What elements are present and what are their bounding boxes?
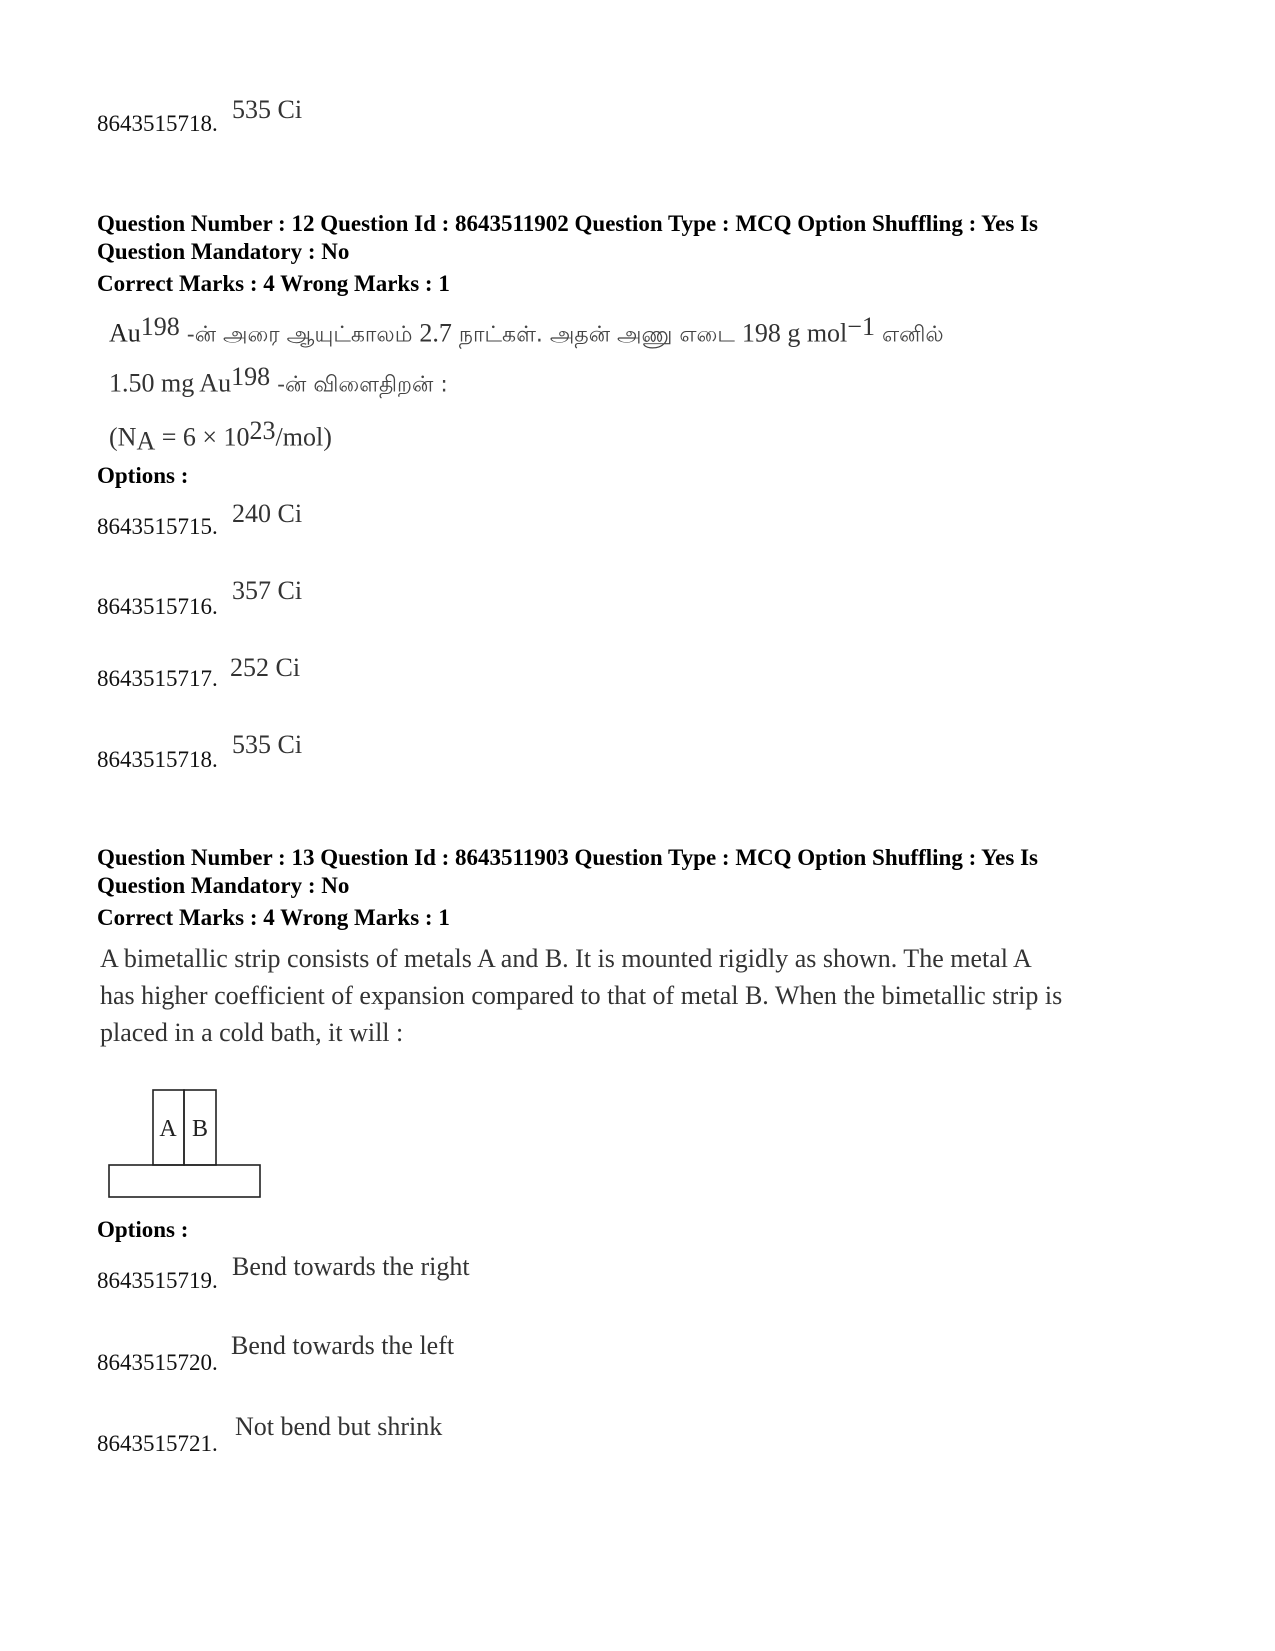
question-text-line: A bimetallic strip consists of metals A and B. It is mounted rigidly as shown. The metal A xyxy=(100,944,1032,973)
question-marks: Correct Marks : 4 Wrong Marks : 1 xyxy=(97,905,450,930)
tamil-text: -ன் அரை ஆயுட்காலம் xyxy=(179,322,420,348)
avogadro-note xyxy=(109,416,332,457)
option-text[interactable]: 357 Ci xyxy=(232,576,303,605)
sample-amount: 1.50 mg Au xyxy=(109,368,232,398)
question-header-line1: Question Number : 12 Question Id : 8643511902 Question Type : MCQ Option Shuffling : Yes Is xyxy=(97,211,1038,236)
option-text[interactable]: 252 Ci xyxy=(230,653,301,682)
tamil-text: -ன் விளைதிறன் : xyxy=(270,372,448,398)
formula-superscript: −1 xyxy=(847,312,875,341)
formula-superscript: 198 xyxy=(231,362,271,391)
formula-part: /mol) xyxy=(275,422,332,452)
options-label: Options : xyxy=(97,1217,189,1242)
question-header xyxy=(97,210,1177,266)
option-text[interactable]: Not bend but shrink xyxy=(235,1412,443,1441)
option-id: 8643515718. xyxy=(97,111,218,136)
option-text[interactable]: 240 Ci xyxy=(232,499,303,528)
label-b: B xyxy=(191,1116,209,1142)
option-text[interactable]: Bend towards the right xyxy=(232,1252,470,1281)
option-text[interactable]: 535 Ci xyxy=(232,730,303,759)
formula-part: = 6 × 10 xyxy=(155,422,250,452)
option-id: 8643515719. xyxy=(97,1268,218,1293)
question-header xyxy=(97,844,1177,900)
question-marks: Correct Marks : 4 Wrong Marks : 1 xyxy=(97,271,450,296)
option-id: 8643515721. xyxy=(97,1431,218,1456)
question-text-line: has higher coefficient of expansion compared to that of metal B. When the bimetallic strip is xyxy=(100,981,1063,1010)
half-life-value: 2.7 xyxy=(419,318,452,348)
mounting-base xyxy=(109,1165,260,1197)
question-text-line: placed in a cold bath, it will : xyxy=(100,1018,404,1047)
formula-part: (N xyxy=(109,422,137,452)
option-id: 8643515717. xyxy=(97,666,218,691)
options-label: Options : xyxy=(97,463,189,488)
formula-au: Au xyxy=(109,318,141,348)
option-id: 8643515716. xyxy=(97,594,218,619)
option-id: 8643515718. xyxy=(97,747,218,772)
formula-subscript: A xyxy=(136,426,156,456)
formula-superscript: 198 xyxy=(140,312,180,341)
question-header-line2: Question Mandatory : No xyxy=(97,873,350,898)
tamil-text: நாட்கள். அதன் அணு எடை xyxy=(451,322,742,348)
tamil-text: எனில் xyxy=(874,322,944,348)
option-text: 535 Ci xyxy=(232,95,303,124)
bimetallic-strip-diagram xyxy=(100,1080,270,1205)
question-text-line xyxy=(109,312,944,350)
option-id: 8643515715. xyxy=(97,514,218,539)
atomic-mass: 198 g mol xyxy=(741,318,848,348)
question-text-line xyxy=(109,362,448,400)
question-header-line2: Question Mandatory : No xyxy=(97,239,350,264)
formula-superscript: 23 xyxy=(249,416,276,445)
question-header-line1: Question Number : 13 Question Id : 8643511903 Question Type : MCQ Option Shuffling : Yes Is xyxy=(97,845,1038,870)
option-id: 8643515720. xyxy=(97,1350,218,1375)
option-text[interactable]: Bend towards the left xyxy=(231,1331,455,1360)
question-text xyxy=(100,940,1062,1051)
label-a: A xyxy=(159,1116,177,1142)
